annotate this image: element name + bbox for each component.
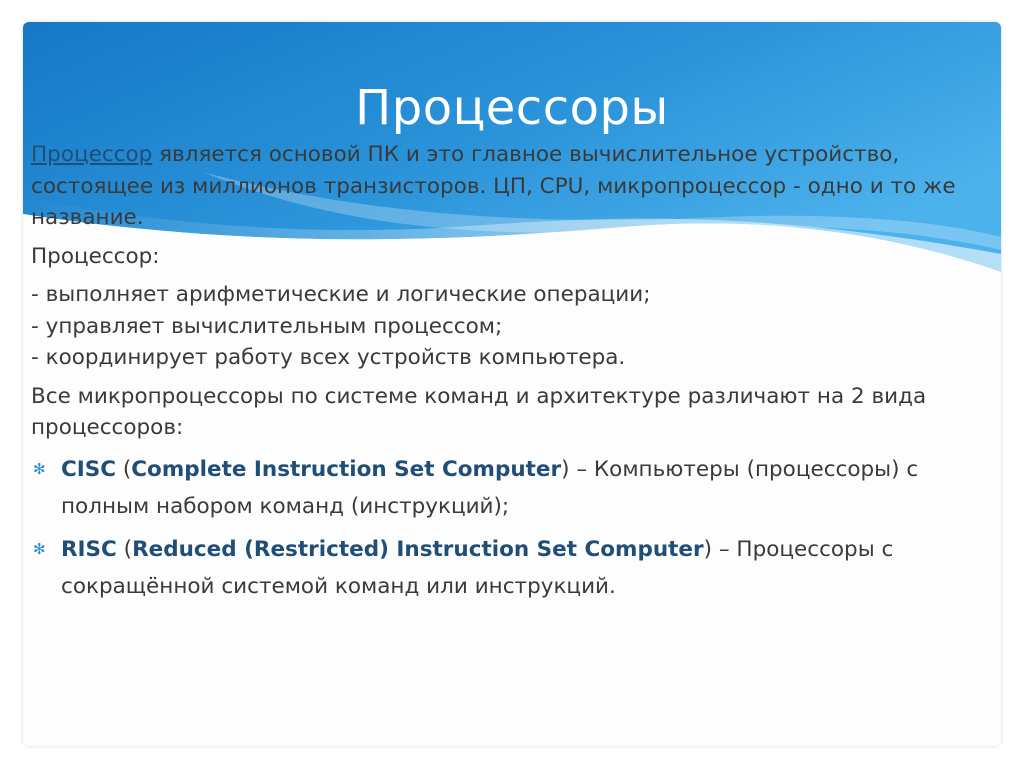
classification-paragraph: Все микропроцессоры по системе команд и архитектуре различают на 2 вида процессоров:	[31, 383, 927, 440]
cisc-description: ) – Компьютеры (процессоры) с полным набором команд (инструкций);	[61, 456, 919, 519]
list-item-cisc	[31, 451, 991, 525]
cisc-full-name: Complete Instruction Set Computer	[131, 456, 562, 482]
slide-body	[31, 139, 991, 605]
risc-full-name: Reduced (Restricted) Instruction Set Computer	[132, 536, 704, 562]
processor-label: Процессор:	[31, 243, 160, 269]
functions-list	[31, 279, 991, 374]
cisc-abbr: CISC	[61, 456, 117, 482]
processor-link[interactable]: Процессор	[31, 142, 153, 167]
function-item: - управляет вычислительным процессом;	[31, 313, 503, 339]
intro-text: является основой ПК и это главное вычислительное устройство, состоящее из миллионов транзисторов. ЦП, CPU, микропроцессор - одно и то же название.	[31, 142, 956, 230]
slide	[23, 22, 1001, 746]
cisc-paren-open: (	[116, 456, 132, 482]
slide-title: Процессоры	[355, 80, 669, 136]
asterisk-bullet-icon: ✻	[33, 539, 46, 558]
risc-description: ) – Процессоры с сокращённой системой команд или инструкций.	[61, 536, 894, 599]
risc-abbr: RISC	[61, 536, 117, 562]
function-item: - координирует работу всех устройств компьютера.	[31, 345, 626, 370]
asterisk-bullet-icon: ✻	[33, 459, 46, 478]
function-item: - выполняет арифметические и логические операции;	[31, 282, 651, 307]
intro-paragraph	[31, 139, 991, 234]
list-item-risc	[31, 531, 991, 605]
risc-paren-open: (	[116, 536, 133, 562]
